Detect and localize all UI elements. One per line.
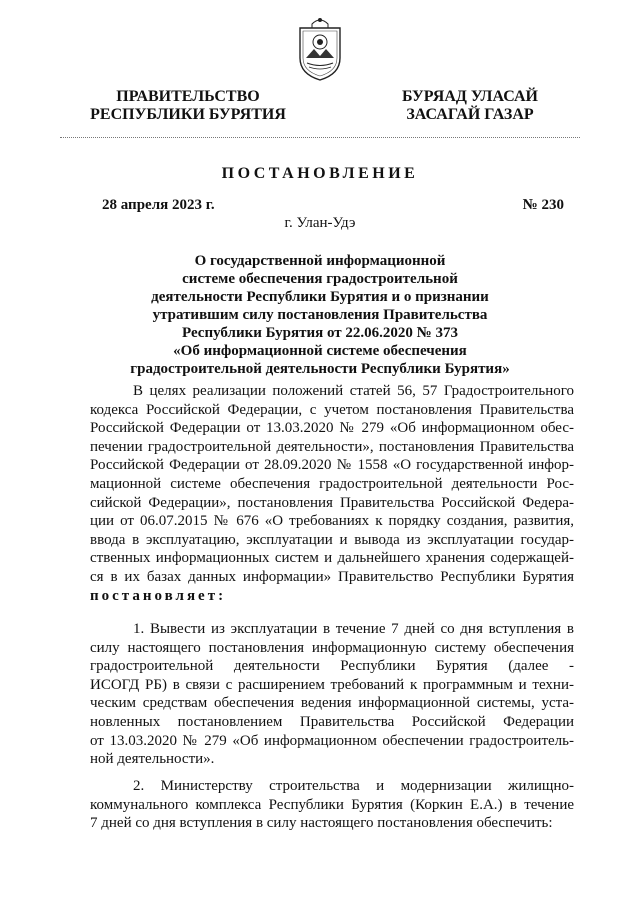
government-name-russian [78,88,298,124]
government-name-ru-line1: ПРАВИТЕЛЬСТВО [116,88,260,105]
document-number: № 230 [522,197,564,213]
government-name-bua-line1: БУРЯАД УЛАСАЙ [402,88,538,105]
document-date: 28 апреля 2023 г. [102,197,215,213]
header-divider [60,137,580,138]
preamble-line: мационной системе обеспечения градостроительной деятельности Рос- [90,475,574,492]
item-1-line: ной деятельности». [90,751,215,768]
government-name-buryat [380,88,560,124]
subject-line: деятельности Республики Бурятия и о признании [151,289,489,305]
item-2-paragraph [90,777,574,833]
subject-line: О государственной информационной [194,253,446,269]
preamble-line: сийской Федерации», постановления Правительства Российской Федера- [90,494,574,511]
document-subject [100,252,540,378]
government-name-ru-line2: РЕСПУБЛИКИ БУРЯТИЯ [90,106,286,123]
subject-line: утратившим силу постановления Правительства [152,307,488,323]
item-2-line: 7 дней со дня вступления в силу настоящего постановления обеспечить: [90,815,553,832]
item-2-line: коммунального комплекса Республики Бурятия (Коркин Е.А.) в течение [90,796,574,813]
document-title: ПОСТАНОВЛЕНИЕ [221,165,419,182]
subject-line: градостроительной деятельности Республики Бурятия» [130,361,510,377]
subject-line: системе обеспечения градостроительной [182,271,458,287]
preamble-line: ся в их базах данных информации» Правительство Республики Бурятия [90,568,574,585]
coat-of-arms-emblem [297,14,343,82]
item-1-line: силу настоящего постановления информационную систему обеспечения [90,639,574,656]
preamble-line: кодекса Российской Федерации, с учетом постановления Правительства [90,401,574,418]
preamble-line: печении градостроительной деятельности», постановления Правительства [90,438,574,455]
item-2-line: 2. Министерству строительства и модернизации жилищно- [133,778,574,794]
preamble-line: В целях реализации положений статей 56, 57 Градостроительного [133,383,574,399]
item-1-line: от 13.03.2020 № 279 «Об информационном обеспечении градостроитель- [90,732,574,749]
item-1-line: новленных постановлением Правительства Российской Федерации [90,713,574,730]
preamble-line: Российской Федерации от 28.09.2020 № 1558 «О государственной инфор- [90,457,574,474]
preamble-line: ввода в эксплуатацию, эксплуатации и вывода из эксплуатации государ- [90,531,574,548]
subject-line: Республики Бурятия от 22.06.2020 № 373 [182,325,458,341]
item-1-line: ческим средствам обеспечения ведения информационной системы, уста- [90,695,574,712]
preamble-line: ственных информационных систем и дальнейшего хранения содержащей- [90,550,574,567]
item-1-line: ИСОГД РБ) в связи с расширением требований к программным и техни- [90,676,574,693]
preamble-line: Российской Федерации от 13.03.2020 № 279 «Об информационном обес- [90,420,574,437]
subject-line: «Об информационной системе обеспечения [173,343,467,359]
item-1-line: градостроительной деятельности Республики Бурятия (далее - [90,658,574,675]
government-name-bua-line2: ЗАСАГАЙ ГАЗАР [406,106,534,123]
preamble-paragraph [90,382,574,605]
preamble-line: ции от 06.07.2015 № 676 «О требованиях к порядку создания, развития, [90,513,574,530]
item-1-line: 1. Вывести из эксплуатации в течение 7 дней со дня вступления в [133,621,574,637]
decree-word: постановляет: [90,587,227,604]
item-1-paragraph [90,620,574,769]
document-city: г. Улан-Удэ [284,215,356,231]
